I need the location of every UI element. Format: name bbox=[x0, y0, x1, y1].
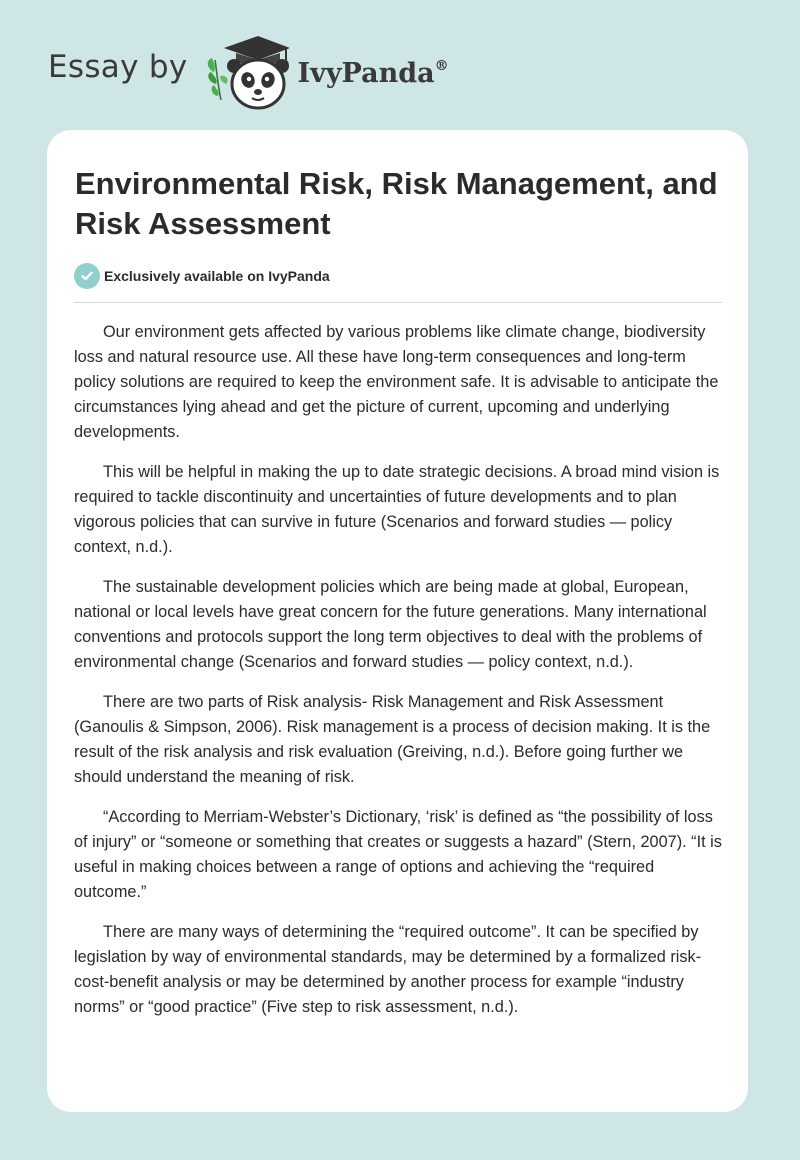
essay-card bbox=[47, 130, 748, 1112]
paragraph: “According to Merriam-Webster’s Dictionary, ‘risk’ is defined as “the possibility of loss of injury” or “someone or something that creates or suggests a hazard” (Stern, 2007). “It is useful in making choices between a range of options and achieving the “required outcome.” bbox=[74, 808, 722, 901]
page-title: Environmental Risk, Risk Management, and Risk Assessment bbox=[75, 166, 718, 241]
brand-label: IvyPanda bbox=[297, 57, 435, 89]
panda-graduate-icon[interactable] bbox=[202, 32, 294, 112]
paragraph: Our environment gets affected by various problems like climate change, biodiversity loss and natural resource use. All these have long-term consequences and long-term policy solutions are required to keep the environment safe. It is advisable to anticipate the circumstances lying ahead and get the picture of current, upcoming and underlying developments. bbox=[74, 323, 719, 441]
essay-by-label: Essay by bbox=[48, 49, 188, 85]
ivy-leaf-icon bbox=[207, 58, 227, 100]
registered-mark: ® bbox=[434, 57, 449, 74]
exclusive-badge-label: Exclusively available on IvyPanda bbox=[104, 268, 330, 284]
essay-body bbox=[74, 320, 726, 1035]
paragraph: There are many ways of determining the “required outcome”. It can be specified by legislation by way of environmental standards, may be determined by a formalized risk-cost-benefit analysis or may be determined by another process for example “industry norms” or “good practice” (Five step to risk assessment, n.d.). bbox=[74, 923, 702, 1016]
brand-name[interactable] bbox=[298, 58, 449, 89]
paragraph: There are two parts of Risk analysis- Risk Management and Risk Assessment (Ganoulis & Simpson, 2006). Risk management is a process of decision making. It is the result of the risk analysis and risk evaluation (Greiving, n.d.). Before going further we should understand the meaning of risk. bbox=[74, 693, 711, 786]
check-circle-icon bbox=[74, 263, 100, 289]
paragraph: This will be helpful in making the up to date strategic decisions. A broad mind vision is required to tackle discontinuity and uncertainties of future developments and to plan vigorous policies that can survive in future (Scenarios and forward studies — policy context, n.d.). bbox=[74, 463, 720, 556]
exclusive-badge bbox=[74, 263, 330, 289]
title-divider bbox=[74, 302, 722, 303]
site-header bbox=[48, 32, 748, 112]
paragraph: The sustainable development policies which are being made at global, European, national or local levels have great concern for the future generations. Many international conventions and protocols support the long term objectives to deal with the problems of environmental change (Scenarios and forward studies — policy context, n.d.). bbox=[74, 578, 707, 671]
